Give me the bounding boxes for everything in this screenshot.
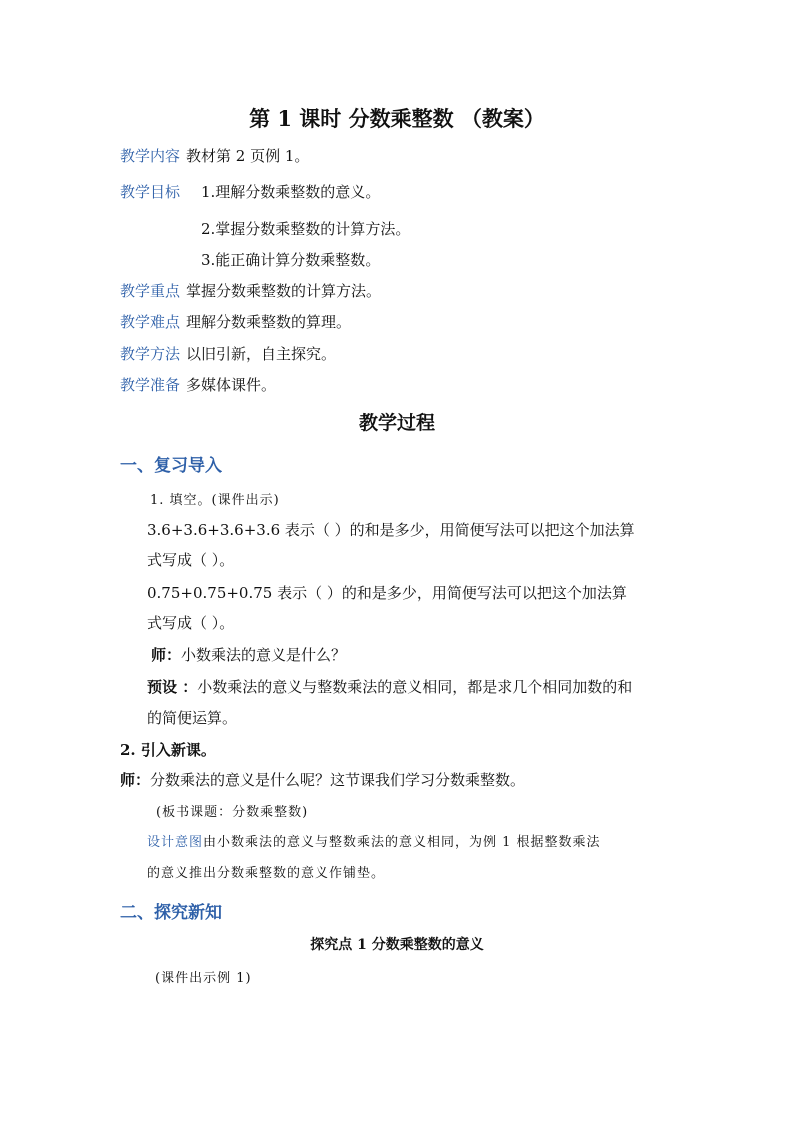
difficulty-label: 教学难点: [120, 313, 181, 331]
question2-line2: 式写成（ ）。: [147, 614, 235, 632]
key-label: 教学重点: [120, 282, 181, 300]
explore-point-title: 探究点 1 分数乘整数的意义: [310, 937, 484, 953]
teacher-question: [151, 644, 346, 665]
preset-answer-line2: 的简便运算。: [147, 709, 238, 727]
design-intent-line2: 的意义推出分数乘整数的意义作铺垫。: [147, 866, 386, 881]
teacher-intro: [120, 769, 525, 790]
preset-text-1: 小数乘法的意义与整数乘法的意义相同，都是求几个相同加数的和: [197, 678, 633, 696]
design-intent-line1: [147, 831, 601, 850]
prep-row: [120, 374, 276, 395]
design-intent-label: 设计意图: [147, 835, 204, 850]
key-row: [120, 280, 381, 301]
goal-item-3: 3.能正确计算分数乘整数。: [201, 251, 381, 269]
content-label: 教学内容: [120, 147, 181, 165]
teacher-label: 师：: [151, 646, 182, 664]
example-note: (课件出示例 1): [155, 971, 252, 986]
goal-row: [120, 181, 180, 202]
question1-line2: 式写成（ ）。: [147, 551, 235, 569]
fill-blank-item: 1. 填空。(课件出示): [150, 493, 280, 508]
prep-value: 多媒体课件。: [186, 376, 277, 394]
difficulty-value: 理解分数乘整数的算理。: [186, 313, 352, 331]
teacher-intro-text: 分数乘法的意义是什么呢？这节课我们学习分数乘整数。: [150, 771, 526, 789]
design-intent-text-1: 由小数乘法的意义与整数乘法的意义相同，为例 1 根据整数乘法: [203, 835, 601, 850]
difficulty-row: [120, 311, 351, 332]
goal-label: 教学目标: [120, 183, 181, 201]
question2-line1: 0.75+0.75+0.75 表示（ ）的和是多少，用简便写法可以把这个加法算: [147, 584, 627, 602]
prep-label: 教学准备: [120, 376, 181, 394]
intro-new-lesson: 2. 引入新课。: [120, 741, 216, 759]
goal-item-2: 2.掌握分数乘整数的计算方法。: [201, 220, 411, 238]
key-value: 掌握分数乘整数的计算方法。: [186, 282, 382, 300]
content-value: 教材第 2 页例 1。: [186, 147, 310, 165]
process-title: 教学过程: [358, 412, 435, 434]
preset-answer-line1: [147, 676, 632, 697]
content-row: [120, 145, 309, 166]
method-row: [120, 343, 336, 364]
section2-heading: 二、探究新知: [120, 903, 222, 923]
question1-line1: 3.6+3.6+3.6+3.6 表示（ ）的和是多少，用简便写法可以把这个加法算: [147, 521, 635, 539]
goal-item-1: 1.理解分数乘整数的意义。: [201, 183, 381, 201]
board-title: (板书课题：分数乘整数): [156, 805, 309, 820]
lesson-title: 第 1 课时 分数乘整数 （教案）: [249, 106, 545, 131]
section1-heading: 一、复习导入: [120, 456, 222, 476]
method-value: 以旧引新，自主探究。: [186, 345, 337, 363]
method-label: 教学方法: [120, 345, 181, 363]
teacher-label-2: 师：: [120, 771, 151, 789]
preset-label: 预设 ：: [147, 678, 198, 696]
teacher-question-text: 小数乘法的意义是什么？: [181, 646, 347, 664]
